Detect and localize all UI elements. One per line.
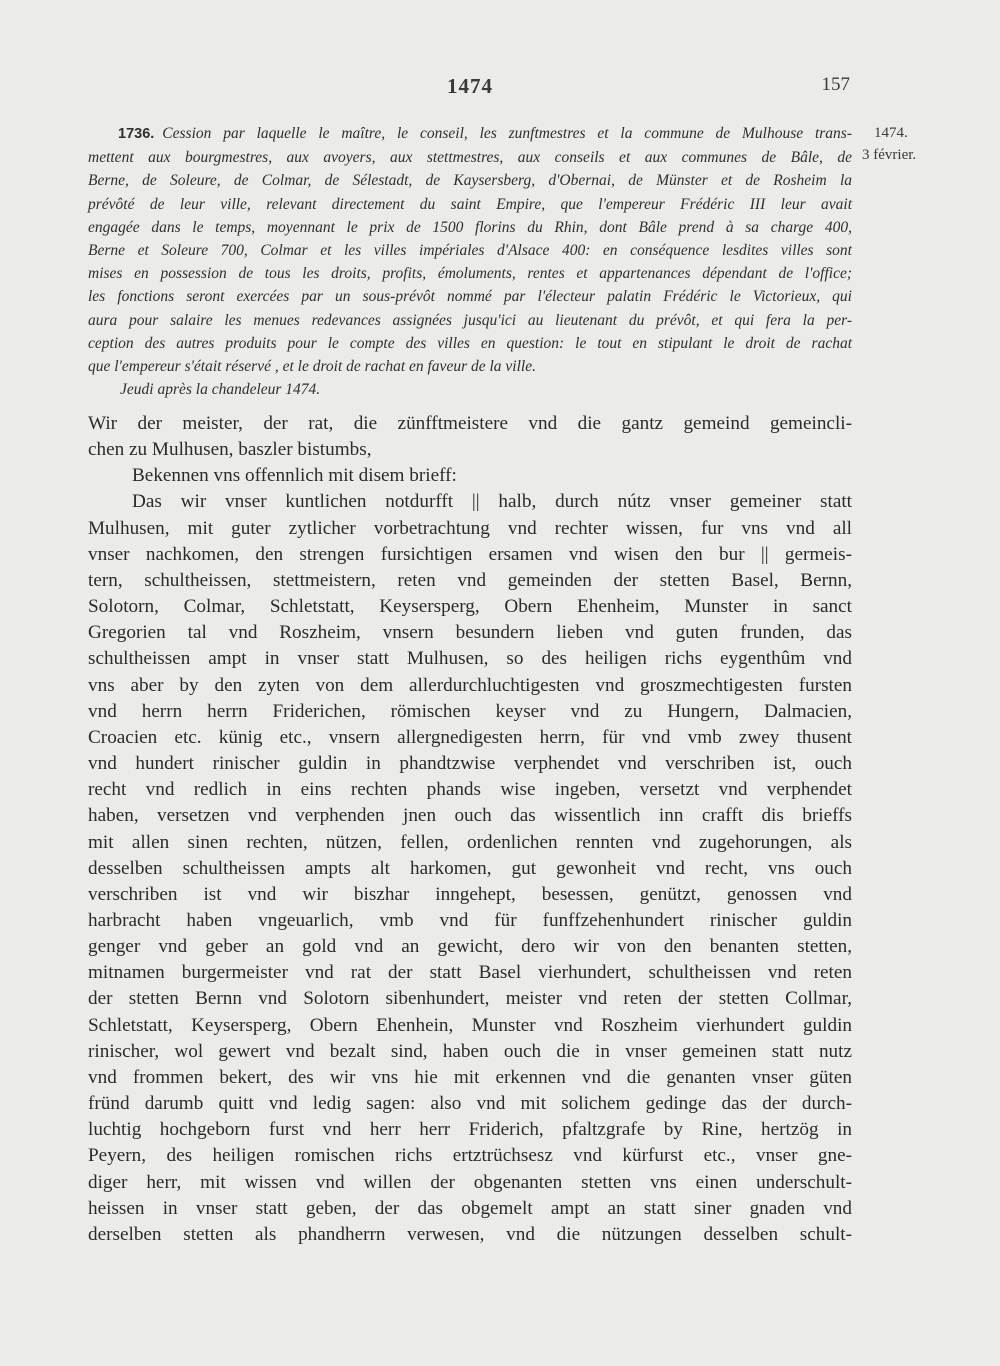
regest-line: mises en possession de tous les droits, profits, émoluments, rentes et appartenances dépendant de l'office; [88,265,852,283]
regest-summary [88,122,852,401]
charter-line: mit allen sinen rechten, nützen, fellen, ordenlichen rennten vnd zugehorungen, als [88,831,852,853]
charter-line: Mulhusen, mit guter zytlicher vorbetrachtung vnd rechter wissen, fur vns vnd all [88,517,852,539]
regest-line: engagée dans le temps, moyennant le prix de 1500 florins du Rhin, dont Bâle prend à sa charge 400, [88,218,852,236]
charter-line: Croacien etc. künig etc., vnsern allergnedigesten herrn, für vnd vmb zwey thusent [88,726,852,748]
page-number: 157 [821,74,850,95]
regest-line [88,122,852,146]
charter-line: heissen in vnser statt geben, der das obgemelt ampt an statt siner gnaden vnd [88,1197,852,1219]
charter-line: haben, versetzen vnd verphenden jnen ouch das wissentlich inn crafft dis brieffs [88,805,852,827]
page-header [0,74,1000,104]
charter-line: vnd herrn herrn Friderichen, römischen keyser vnd zu Hungern, Dalmacien, [88,700,852,722]
regest-line: les fonctions seront exercées par un sous-prévôt nommé par l'électeur palatin Frédéric le Victorieux, qui [88,288,852,306]
regest-line: Berne, de Soleure, de Colmar, de Sélestadt, de Kaysersberg, d'Obernai, de Münster et de Rosheim la [88,172,852,190]
regest-line-text: Cession par laquelle le maître, le conseil, les zunftmestres et la commune de Mulhouse trans- [162,125,852,142]
charter-line: vnser nachkomen, den strengen fursichtigen ersamen vnd wisen den bur || germeis- [88,543,852,565]
charter-line: Das wir vnser kuntlichen notdurfft || halb, durch nútz vnser gemeiner statt [132,491,852,513]
charter-line: harbracht haben vngeuarlich, vmb vnd für funffzehenhundert rinischer guldin [88,909,852,931]
charter-line: fründ darumb quitt vnd ledig sagen: also vnd mit solichem gedinge das der durch- [88,1093,852,1115]
charter-line: derselben stetten als phandherrn verwesen, vnd die nützungen desselben schult- [88,1223,852,1245]
regest-line: que l'empereur s'était réservé , et le droit de rachat en faveur de la ville. [88,358,536,376]
charter-line: desselben schultheissen ampts alt harkomen, gut gewonheit vnd recht, vns ouch [88,857,852,879]
charter-line: chen zu Mulhusen, baszler bistumbs, [88,439,372,461]
charter-line: Gregorien tal vnd Roszheim, vnsern besundern lieben vnd guten frunden, das [88,622,852,644]
charter-line: Peyern, des heiligen romischen richs ertztrüchsesz vnd kürfurst etc., vnser gne- [88,1145,852,1167]
charter-line: Bekennen vns offennlich mit disem brieff: [132,465,457,487]
regest-line: Berne et Soleure 700, Colmar et les villes impériales d'Alsace 400: en conséquence lesdites villes sont [88,242,852,260]
header-year: 1474 [447,74,493,98]
margin-date-note [862,122,952,166]
charter-line: tern, schultheissen, stettmeistern, reten vnd gemeinden der stetten Basel, Bernn, [88,569,852,591]
charter-line: Solotorn, Colmar, Schletstatt, Keysersperg, Obern Ehenheim, Munster in sanct [88,596,852,618]
charter-line: vnd frommen bekert, des wir vns hie mit erkennen vnd die genanten vnser güten [88,1066,852,1088]
document-number: 1736. [118,126,155,142]
regest-date: Jeudi après la chandeleur 1474. [120,381,321,399]
charter-line: vns aber by den zyten von dem allerdurchluchtigesten vnd groszmechtigesten fursten [88,674,852,696]
charter-line: Schletstatt, Keysersperg, Obern Ehenhein, Munster vnd Roszheim vierhundert guldin [88,1014,852,1036]
charter-line: luchtig hochgeborn furst vnd herr herr Friderich, pfaltzgrafe by Rine, hertzög in [88,1119,852,1141]
charter-line: der stetten Bernn vnd Solotorn sibenhundert, meister vnd reten der stetten Collmar, [88,988,852,1010]
charter-line: vnd hundert rinischer guldin in phandtzwise verphendet vnd verschriben ist, ouch [88,753,852,775]
charter-line: Wir der meister, der rat, die zünfftmeistere vnd die gantz gemeind gemeincli- [88,413,852,434]
charter-line: diger herr, mit wissen vnd willen der obgenanten stetten vns einen underschult- [88,1171,852,1193]
charter-line: recht vnd redlich in eins rechten phands wise ingeben, versetzt vnd verphendet [88,779,852,801]
regest-line: prévôté de leur ville, relevant directement du saint Empire, que l'empereur Frédéric III leur avait [88,195,852,213]
regest-line: ception des autres produits pour le compte des villes en question: le tout en stipulant le droit de rachat [88,334,852,352]
charter-line: mitnamen burgermeister vnd rat der statt Basel vierhundert, schultheissen vnd reten [88,962,852,984]
margin-year: 1474. [874,125,908,141]
charter-line: schultheissen ampt in vnser statt Mulhusen, so des heiligen richs eygenthûm vnd [88,648,852,670]
charter-line: genger vnd geber an gold vnd an gewicht, dero wir von den benanten stetten, [88,936,852,958]
charter-text [88,411,852,1248]
charter-line: rinischer, wol gewert vnd bezalt sind, haben ouch die in vnser gemeinen statt nutz [88,1040,852,1062]
regest-line: mettent aux bourgmestres, aux avoyers, aux stettmestres, aux conseils et aux communes de Bâle, de [88,149,852,167]
margin-date: 3 février. [862,147,917,163]
charter-line: verschriben ist vnd wir biszhar inngehept, besessen, genützt, genossen vnd [88,883,852,905]
regest-line: aura pour salaire les menues redevances assignées jusqu'ici au lieutenant du prévôt, et qui fera la per- [88,311,852,329]
